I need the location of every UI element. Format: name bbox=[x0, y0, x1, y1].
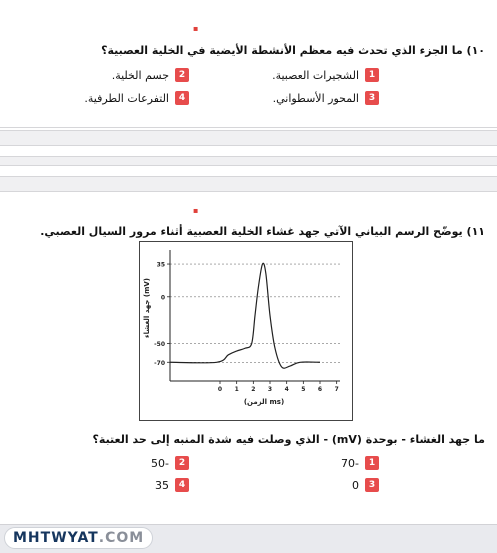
y-axis-label: جهد الغشاء (mV) bbox=[143, 277, 151, 339]
option-number-badge: 3 bbox=[365, 91, 379, 105]
question-title: يوضّح الرسم البياني الآتي جهد غشاء الخلية العصبية أثناء مرور السيال العصبي. bbox=[40, 225, 463, 238]
question-10-text bbox=[101, 44, 485, 57]
x-tick-label: 5 bbox=[301, 386, 306, 393]
x-tick-label: 1 bbox=[234, 386, 239, 393]
question-number: ١٠) bbox=[466, 44, 485, 57]
y-tick-label: -70 bbox=[154, 359, 165, 367]
option-label: -50 bbox=[151, 456, 169, 470]
option-number-badge: 2 bbox=[175, 68, 189, 82]
question-11-text bbox=[40, 225, 485, 238]
x-tick-label: 2 bbox=[251, 386, 256, 393]
option-label: الشجيرات العصبية. bbox=[272, 68, 359, 82]
option-2[interactable] bbox=[151, 456, 189, 470]
question-10-card bbox=[0, 0, 497, 128]
option-number-badge: 4 bbox=[175, 478, 189, 492]
action-potential-curve bbox=[170, 263, 320, 368]
option-1[interactable] bbox=[341, 456, 379, 470]
option-label: -70 bbox=[341, 456, 359, 470]
option-number-badge: 1 bbox=[365, 68, 379, 82]
page-separator bbox=[0, 176, 497, 192]
site-logo[interactable] bbox=[4, 527, 153, 549]
option-3[interactable] bbox=[273, 91, 379, 105]
blank-strip bbox=[0, 147, 497, 155]
option-2[interactable] bbox=[112, 68, 189, 82]
blank-strip bbox=[0, 167, 497, 175]
option-label: التفرعات الطرفية. bbox=[84, 91, 169, 105]
question-11-subquestion: ما جهد الغشاء - بوحدة (mV) - الذي وصلت فيه شدة المنبه إلى حد العتبة؟ bbox=[92, 433, 485, 446]
question-title: ما الجزء الذي تحدث فيه معظم الأنشطة الأيضية في الخلية العصبية؟ bbox=[101, 44, 463, 57]
dot-mark: ▪ bbox=[193, 206, 199, 215]
y-tick-label: 0 bbox=[160, 294, 165, 302]
x-axis-label: (الزمن ms) bbox=[243, 398, 285, 406]
dot-mark: ▪ bbox=[193, 24, 199, 33]
x-tick-label: 6 bbox=[317, 386, 323, 393]
x-tick-label: 4 bbox=[284, 386, 289, 393]
option-label: 35 bbox=[155, 478, 169, 492]
page-separator bbox=[0, 130, 497, 146]
option-1[interactable] bbox=[272, 68, 379, 82]
option-number-badge: 4 bbox=[175, 91, 189, 105]
option-number-badge: 1 bbox=[365, 456, 379, 470]
y-tick-label: 35 bbox=[156, 261, 165, 269]
page-separator bbox=[0, 156, 497, 166]
option-label: جسم الخلية. bbox=[111, 68, 169, 82]
x-tick-label: 0 bbox=[217, 386, 223, 393]
x-tick-label: 7 bbox=[334, 386, 339, 393]
chart-svg bbox=[140, 242, 352, 420]
x-tick-label: 3 bbox=[267, 386, 273, 393]
option-4[interactable] bbox=[84, 91, 189, 105]
option-label: 0 bbox=[352, 478, 359, 492]
option-3[interactable] bbox=[352, 478, 379, 492]
question-number: ١١) bbox=[466, 225, 485, 238]
logo-name: MHTWYAT bbox=[13, 530, 99, 546]
option-number-badge: 3 bbox=[365, 478, 379, 492]
option-label: المحور الأسطواني. bbox=[272, 91, 359, 105]
y-tick-label: -50 bbox=[154, 341, 165, 349]
membrane-potential-chart bbox=[139, 241, 353, 421]
option-4[interactable] bbox=[155, 478, 189, 492]
option-number-badge: 2 bbox=[175, 456, 189, 470]
logo-suffix: .COM bbox=[98, 530, 145, 546]
